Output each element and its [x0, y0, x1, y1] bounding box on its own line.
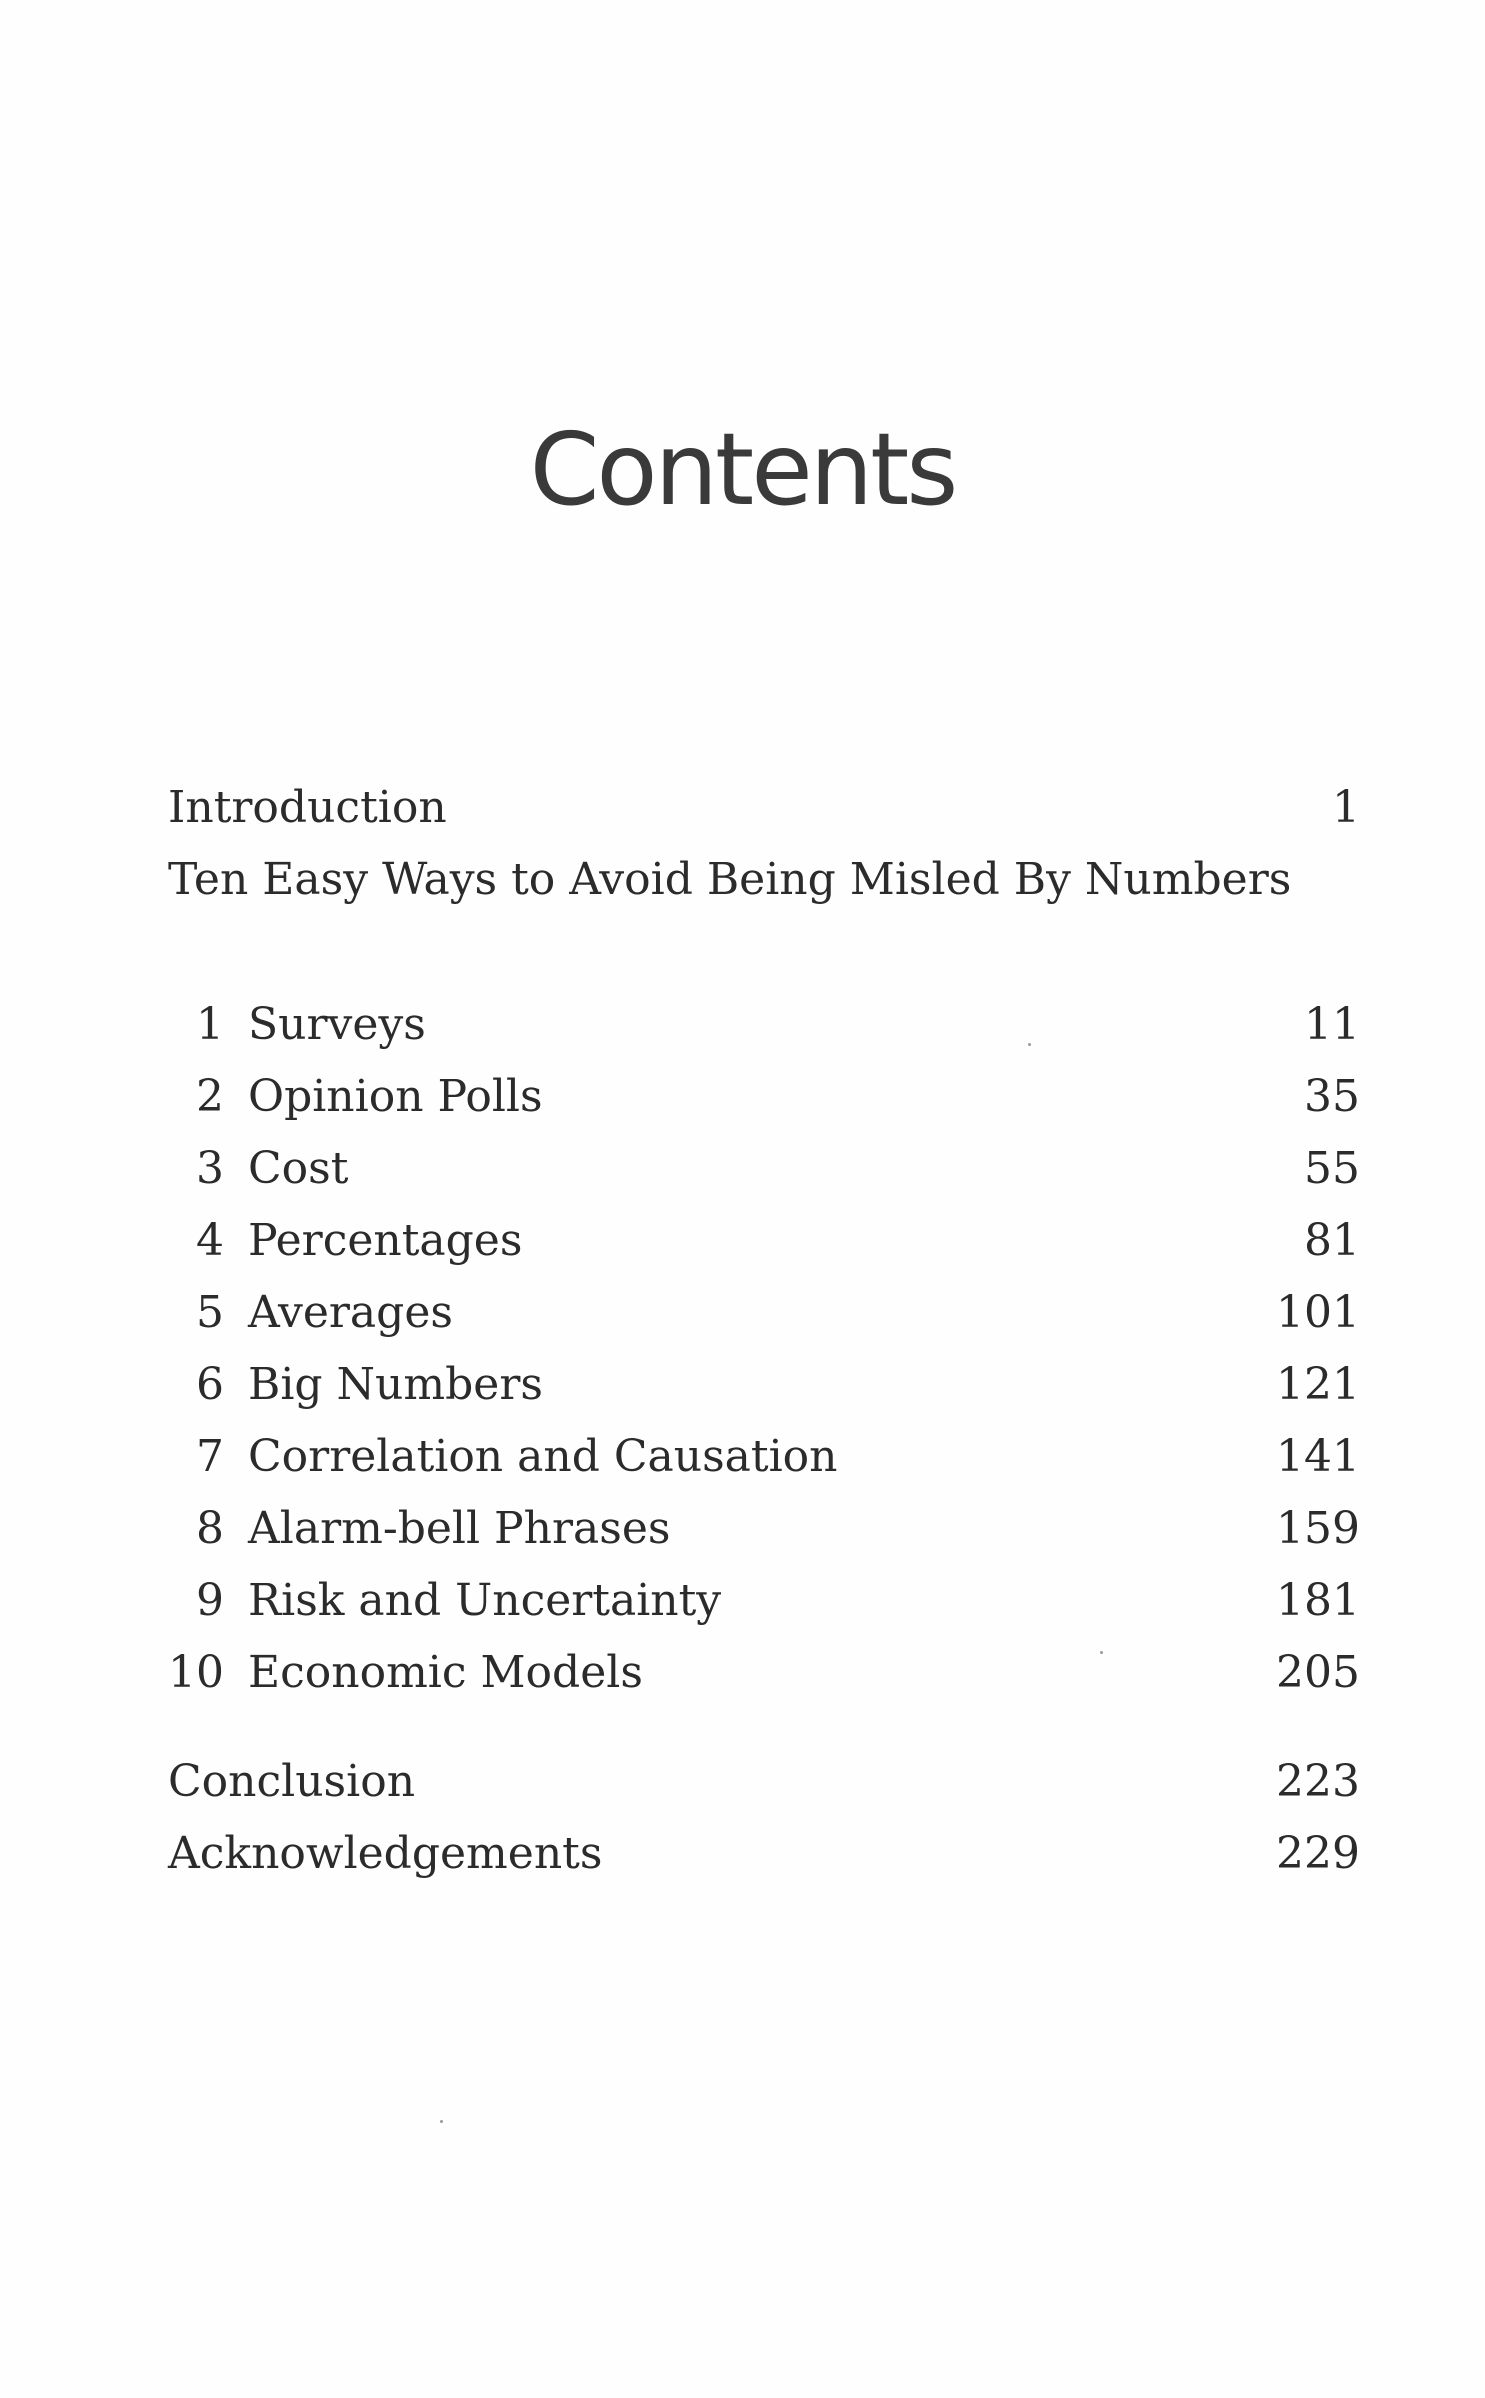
- toc-entry-acknowledgements: [0, 1824, 1485, 1884]
- toc-chapter-7: [0, 1427, 1485, 1487]
- chapter-number: 9: [196, 1575, 224, 1626]
- scan-speck: [1028, 1043, 1031, 1046]
- toc-entry-label: Ten Easy Ways to Avoid Being Misled By Numbers: [168, 854, 1292, 905]
- chapter-title: Percentages: [248, 1215, 523, 1266]
- toc-entry-label: Acknowledgements: [168, 1828, 603, 1879]
- toc-entry-label: Introduction: [168, 782, 447, 833]
- chapter-number: 7: [196, 1431, 224, 1482]
- chapter-page: 141: [1276, 1431, 1360, 1482]
- chapter-page: 55: [1304, 1143, 1360, 1194]
- chapter-page: 11: [1304, 999, 1360, 1050]
- toc-chapter-1: [0, 995, 1485, 1055]
- chapter-title: Cost: [248, 1143, 349, 1194]
- toc-chapter-8: [0, 1499, 1485, 1559]
- toc-entry-conclusion: [0, 1752, 1485, 1812]
- chapter-page: 121: [1276, 1359, 1360, 1410]
- scan-speck: [1100, 1651, 1103, 1654]
- chapter-number: 8: [196, 1503, 224, 1554]
- toc-chapter-5: [0, 1283, 1485, 1343]
- toc-chapter-4: [0, 1211, 1485, 1271]
- chapter-title: Surveys: [248, 999, 426, 1050]
- chapter-number: 10: [168, 1647, 224, 1698]
- page-title: Contents: [529, 411, 956, 528]
- chapter-title: Opinion Polls: [248, 1071, 543, 1122]
- chapter-title: Economic Models: [248, 1647, 643, 1698]
- chapter-page: 159: [1276, 1503, 1360, 1554]
- chapter-title: Averages: [248, 1287, 453, 1338]
- chapter-page: 181: [1276, 1575, 1360, 1626]
- chapter-number: 6: [196, 1359, 224, 1410]
- scan-speck: [440, 2120, 443, 2123]
- chapter-page: 205: [1276, 1647, 1360, 1698]
- toc-chapter-6: [0, 1355, 1485, 1415]
- toc-entry-label: Conclusion: [168, 1756, 416, 1807]
- chapter-title: Big Numbers: [248, 1359, 543, 1410]
- chapter-title: Alarm-bell Phrases: [248, 1503, 671, 1554]
- chapter-title: Correlation and Causation: [248, 1431, 838, 1482]
- toc-chapter-3: [0, 1139, 1485, 1199]
- chapter-page: 81: [1304, 1215, 1360, 1266]
- toc-entry-introduction: [0, 778, 1485, 838]
- toc-entry-page: 1: [1332, 782, 1360, 833]
- toc-chapter-2: [0, 1067, 1485, 1127]
- toc-entry-page: 223: [1276, 1756, 1360, 1807]
- chapter-number: 3: [196, 1143, 224, 1194]
- toc-chapter-9: [0, 1571, 1485, 1631]
- chapter-number: 5: [196, 1287, 224, 1338]
- toc-entry-page: 229: [1276, 1828, 1360, 1879]
- chapter-page: 35: [1304, 1071, 1360, 1122]
- toc-chapter-10: [0, 1643, 1485, 1703]
- chapter-page: 101: [1276, 1287, 1360, 1338]
- chapter-number: 4: [196, 1215, 224, 1266]
- chapter-number: 2: [196, 1071, 224, 1122]
- chapter-number: 1: [196, 999, 224, 1050]
- chapter-title: Risk and Uncertainty: [248, 1575, 722, 1626]
- toc-entry-ten-easy-ways: [0, 850, 1485, 910]
